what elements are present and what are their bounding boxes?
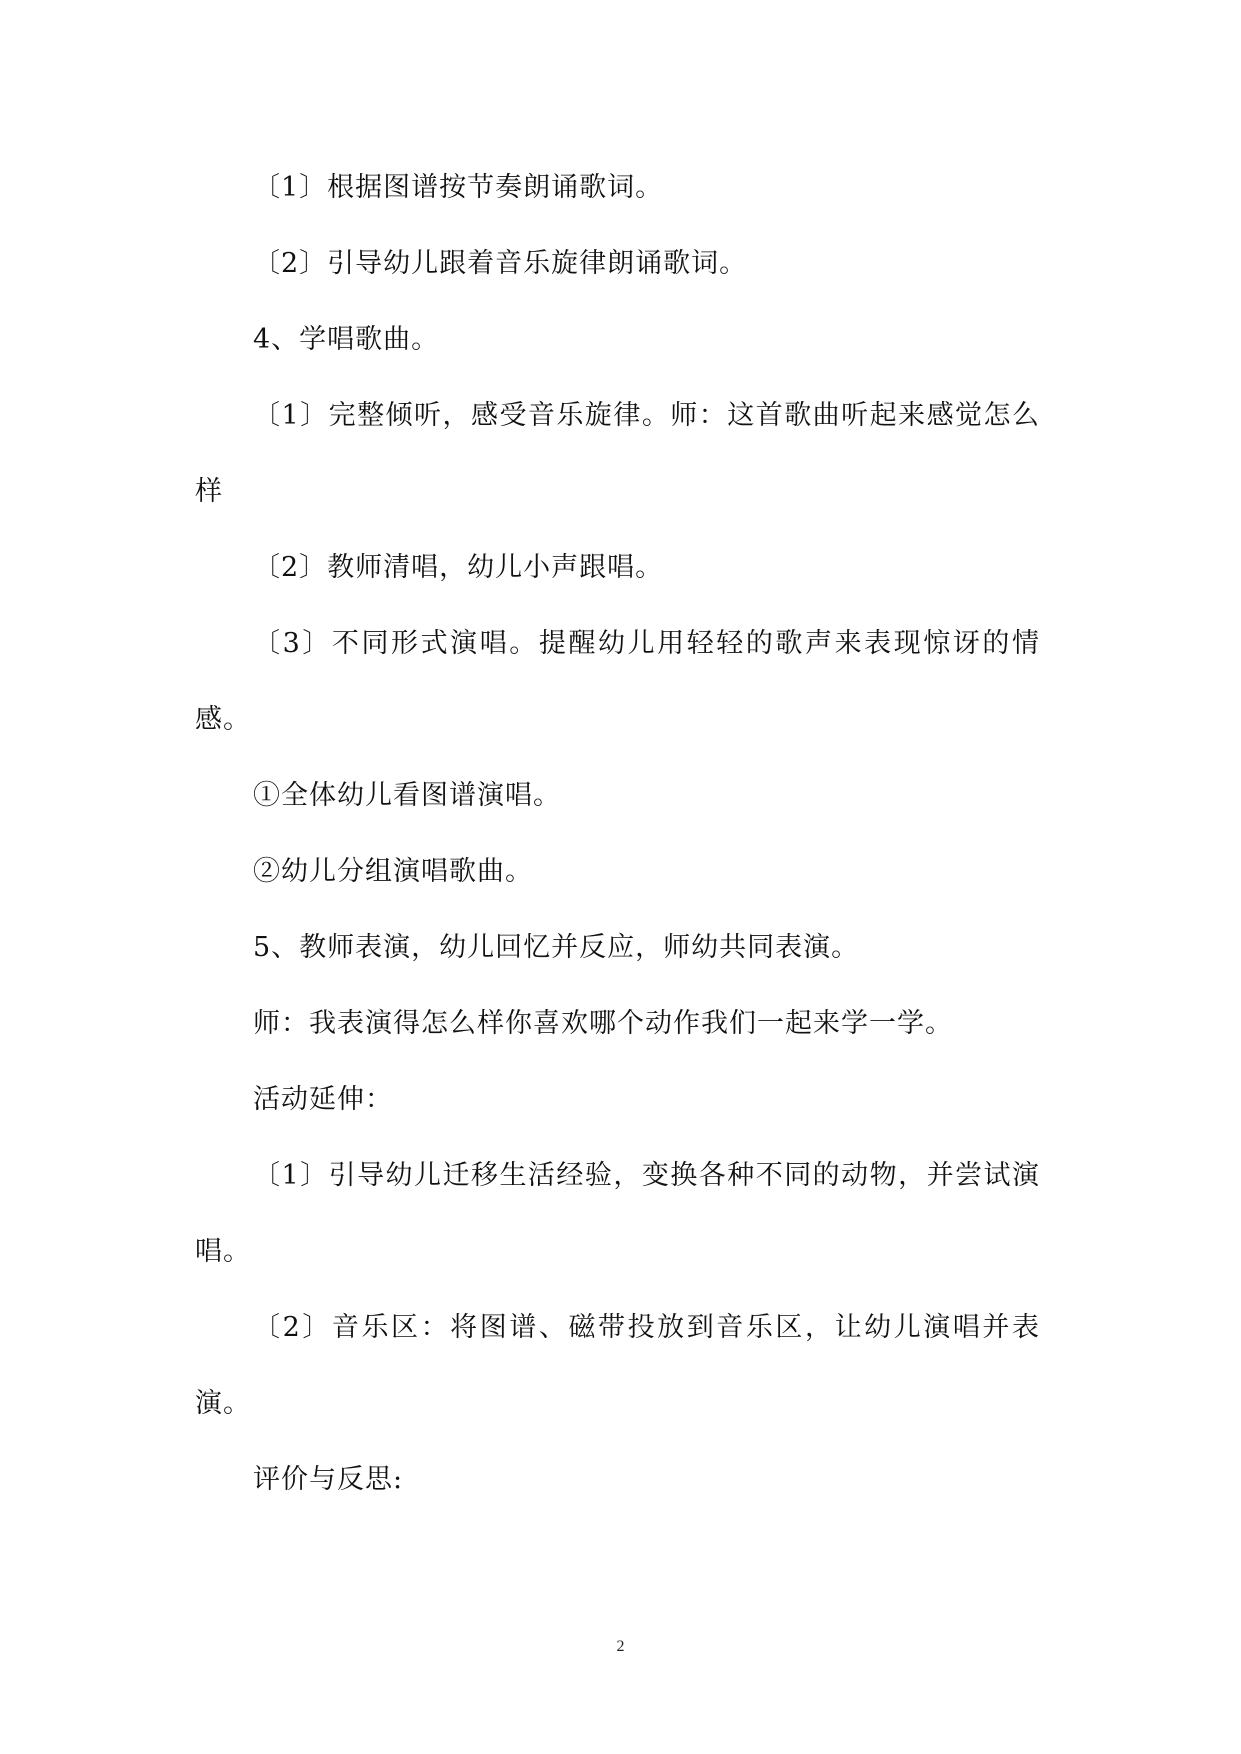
paragraph: 活动延伸： xyxy=(253,1084,393,1115)
paragraph: 〔3〕不同形式演唱。提醒幼儿用轻轻的歌声来表现惊讶的情感。 xyxy=(195,628,1040,735)
paragraph: 4、学唱歌曲。 xyxy=(253,324,440,355)
paragraph: 评价与反思: xyxy=(253,1464,404,1495)
paragraph: 5、教师表演，幼儿回忆并反应，师幼共同表演。 xyxy=(253,932,860,963)
document-body xyxy=(195,150,1040,1518)
paragraph: 〔1〕引导幼儿迁移生活经验，变换各种不同的动物，并尝试演唱。 xyxy=(195,1160,1040,1267)
paragraph: 〔2〕音乐区：将图谱、磁带投放到音乐区，让幼儿演唱并表演。 xyxy=(195,1312,1040,1419)
paragraph: ②幼儿分组演唱歌曲。 xyxy=(253,856,533,887)
paragraph: 师：我表演得怎么样你喜欢哪个动作我们一起来学一学。 xyxy=(253,1008,953,1039)
page-number: 2 xyxy=(616,1638,625,1655)
paragraph: 〔1〕完整倾听，感受音乐旋律。师：这首歌曲听起来感觉怎么样 xyxy=(195,400,1040,507)
paragraph: 〔2〕引导幼儿跟着音乐旋律朗诵歌词。 xyxy=(253,248,748,279)
paragraph: 〔2〕教师清唱，幼儿小声跟唱。 xyxy=(253,552,664,583)
paragraph: ①全体幼儿看图谱演唱。 xyxy=(253,780,561,811)
paragraph: 〔1〕根据图谱按节奏朗诵歌词。 xyxy=(253,172,664,203)
